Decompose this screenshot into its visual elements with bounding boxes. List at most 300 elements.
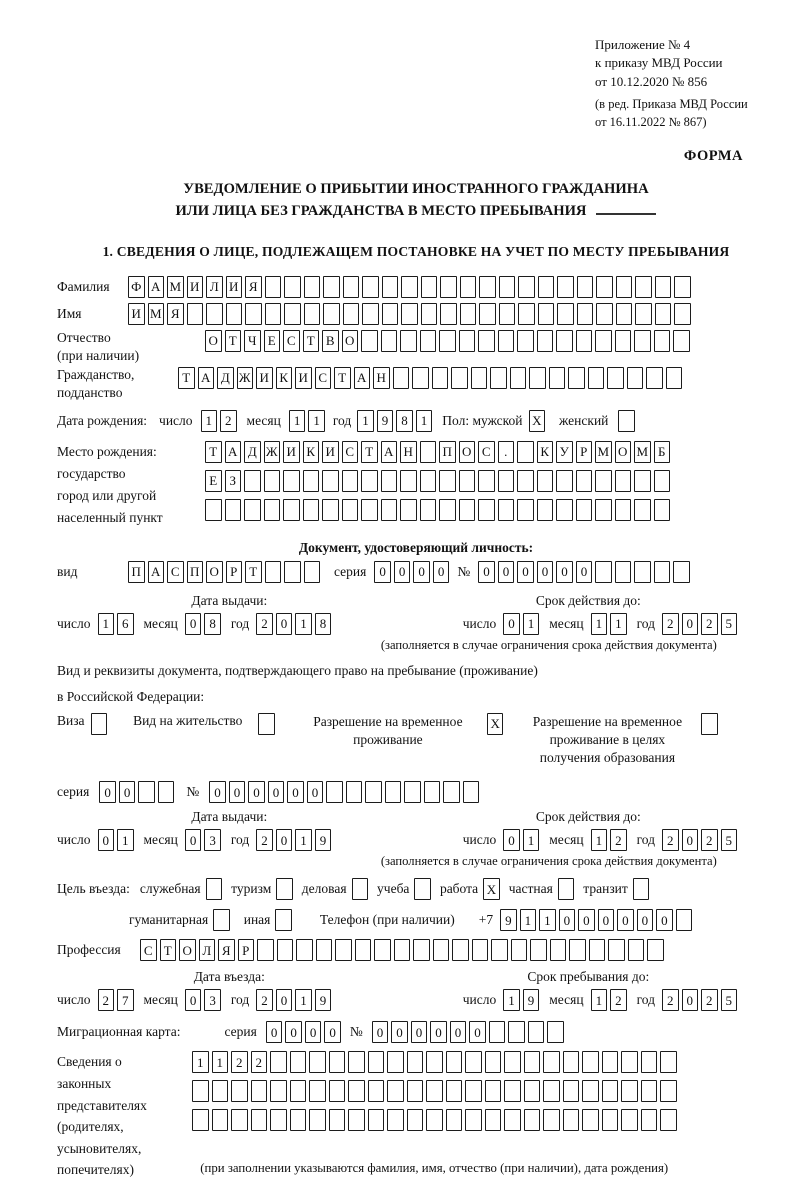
cell[interactable] (615, 470, 632, 492)
cell[interactable]: П (128, 561, 145, 583)
cell[interactable] (283, 470, 300, 492)
cell[interactable] (465, 1109, 482, 1131)
cell[interactable] (504, 1080, 521, 1102)
cell[interactable]: 1 (201, 410, 218, 432)
cell[interactable]: 9 (500, 909, 517, 931)
cell[interactable]: А (225, 441, 242, 463)
residence-valid-month-cells[interactable] (591, 829, 627, 851)
purpose-tourism-checkbox[interactable] (276, 878, 293, 900)
cell[interactable] (490, 367, 507, 389)
cell[interactable]: Ч (244, 330, 261, 352)
cell[interactable] (459, 330, 476, 352)
cell[interactable] (607, 367, 624, 389)
cell[interactable] (465, 1080, 482, 1102)
cell[interactable] (400, 330, 417, 352)
identity-valid-year-cells[interactable] (662, 613, 737, 635)
stay-until-month-cells[interactable] (591, 989, 627, 1011)
birth-place-cells-row2[interactable] (205, 470, 670, 492)
cell[interactable]: 1 (212, 1051, 229, 1073)
residence-number-cells[interactable] (209, 781, 479, 803)
cell[interactable]: 2 (662, 989, 679, 1011)
cell[interactable] (576, 470, 593, 492)
cell[interactable]: О (459, 441, 476, 463)
cell[interactable]: 1 (416, 410, 433, 432)
cell[interactable] (517, 499, 534, 521)
cell[interactable]: 5 (721, 613, 738, 635)
cell[interactable]: 2 (251, 1051, 268, 1073)
cell[interactable] (245, 303, 262, 325)
cell[interactable]: Т (334, 367, 351, 389)
cell[interactable] (537, 330, 554, 352)
cell[interactable] (537, 470, 554, 492)
cell[interactable] (284, 561, 301, 583)
cell[interactable]: 8 (204, 613, 221, 635)
cell[interactable]: 0 (576, 561, 593, 583)
cell[interactable]: 1 (523, 829, 540, 851)
cell[interactable] (382, 303, 399, 325)
cell[interactable] (641, 1051, 658, 1073)
citizenship-cells[interactable] (178, 367, 682, 389)
cell[interactable] (634, 330, 651, 352)
cell[interactable] (401, 276, 418, 298)
cell[interactable]: Т (245, 561, 262, 583)
cell[interactable] (361, 499, 378, 521)
cell[interactable] (485, 1109, 502, 1131)
cell[interactable]: М (148, 303, 165, 325)
cell[interactable] (478, 470, 495, 492)
residence-issue-year-cells[interactable] (256, 829, 331, 851)
cell[interactable] (296, 939, 313, 961)
cell[interactable] (346, 781, 363, 803)
cell[interactable] (258, 713, 275, 735)
cell[interactable] (342, 470, 359, 492)
cell[interactable]: З (225, 470, 242, 492)
cell[interactable] (290, 1051, 307, 1073)
cell[interactable] (374, 939, 391, 961)
cell[interactable] (471, 367, 488, 389)
cell[interactable]: 1 (117, 829, 134, 851)
phone-cells[interactable] (500, 909, 692, 931)
cell[interactable] (524, 1080, 541, 1102)
cell[interactable] (138, 781, 155, 803)
cell[interactable] (304, 276, 321, 298)
cell[interactable]: 0 (119, 781, 136, 803)
identity-issue-month-cells[interactable] (185, 613, 221, 635)
cell[interactable] (478, 499, 495, 521)
cell[interactable] (478, 330, 495, 352)
cell[interactable]: 2 (256, 613, 273, 635)
cell[interactable] (556, 470, 573, 492)
cell[interactable]: 0 (637, 909, 654, 931)
cell[interactable]: Е (264, 330, 281, 352)
cell[interactable]: 1 (295, 613, 312, 635)
cell[interactable] (231, 1080, 248, 1102)
cell[interactable] (498, 330, 515, 352)
cell[interactable] (576, 330, 593, 352)
cell[interactable] (537, 499, 554, 521)
cell[interactable]: 0 (307, 781, 324, 803)
cell[interactable] (621, 1051, 638, 1073)
cell[interactable] (588, 367, 605, 389)
entry-day-cells[interactable] (98, 989, 134, 1011)
cell[interactable]: 1 (591, 989, 608, 1011)
patronymic-cells[interactable] (205, 330, 690, 352)
cell[interactable] (524, 1051, 541, 1073)
cell[interactable]: 0 (556, 561, 573, 583)
cell[interactable] (343, 276, 360, 298)
cell[interactable]: 3 (204, 829, 221, 851)
cell[interactable] (451, 367, 468, 389)
residence-series-cells[interactable] (99, 781, 174, 803)
cell[interactable] (701, 713, 718, 735)
purpose-work-checkbox[interactable] (483, 878, 500, 900)
cell[interactable] (538, 276, 555, 298)
cell[interactable] (382, 276, 399, 298)
cell[interactable] (387, 1051, 404, 1073)
cell[interactable] (556, 330, 573, 352)
purpose-humanitarian-checkbox[interactable] (213, 909, 230, 931)
cell[interactable] (510, 367, 527, 389)
cell[interactable]: 8 (396, 410, 413, 432)
cell[interactable] (407, 1051, 424, 1073)
cell[interactable]: 0 (598, 909, 615, 931)
identity-series-cells[interactable] (374, 561, 449, 583)
cell[interactable]: 0 (503, 829, 520, 851)
purpose-business-checkbox[interactable] (352, 878, 369, 900)
cell[interactable] (400, 470, 417, 492)
cell[interactable]: 2 (662, 613, 679, 635)
cell[interactable]: 0 (478, 561, 495, 583)
cell[interactable] (452, 939, 469, 961)
cell[interactable]: Т (361, 441, 378, 463)
cell[interactable]: К (276, 367, 293, 389)
cell[interactable] (265, 303, 282, 325)
cell[interactable]: Ж (264, 441, 281, 463)
cell[interactable]: М (167, 276, 184, 298)
representatives-cells-row2[interactable] (192, 1080, 677, 1102)
cell[interactable] (412, 367, 429, 389)
cell[interactable]: 2 (701, 613, 718, 635)
cell[interactable] (582, 1051, 599, 1073)
cell[interactable] (368, 1109, 385, 1131)
cell[interactable] (381, 470, 398, 492)
cell[interactable]: 0 (430, 1021, 447, 1043)
cell[interactable] (654, 561, 671, 583)
cell[interactable]: 1 (591, 613, 608, 635)
cell[interactable] (270, 1080, 287, 1102)
cell[interactable] (421, 276, 438, 298)
cell[interactable] (213, 909, 230, 931)
purpose-study-checkbox[interactable] (414, 878, 431, 900)
cell[interactable]: С (315, 367, 332, 389)
cell[interactable]: 0 (285, 1021, 302, 1043)
cell[interactable] (485, 1051, 502, 1073)
cell[interactable] (304, 303, 321, 325)
cell[interactable] (646, 367, 663, 389)
cell[interactable]: В (322, 330, 339, 352)
cell[interactable] (251, 1080, 268, 1102)
cell[interactable] (556, 499, 573, 521)
cell[interactable]: О (206, 561, 223, 583)
cell[interactable]: 8 (315, 613, 332, 635)
cell[interactable] (557, 276, 574, 298)
cell[interactable]: 0 (287, 781, 304, 803)
cell[interactable]: Т (178, 367, 195, 389)
birth-place-cells-row1[interactable] (205, 441, 670, 463)
cell[interactable] (543, 1080, 560, 1102)
cell[interactable] (420, 470, 437, 492)
cell[interactable] (368, 1080, 385, 1102)
cell[interactable] (485, 1080, 502, 1102)
cell[interactable] (524, 1109, 541, 1131)
cell[interactable]: 0 (266, 1021, 283, 1043)
cell[interactable] (660, 1080, 677, 1102)
cell[interactable] (498, 470, 515, 492)
cell[interactable] (323, 276, 340, 298)
cell[interactable]: 0 (617, 909, 634, 931)
representatives-cells-row1[interactable] (192, 1051, 677, 1073)
cell[interactable]: С (167, 561, 184, 583)
cell[interactable]: 2 (701, 829, 718, 851)
cell[interactable] (446, 1051, 463, 1073)
cell[interactable]: 0 (324, 1021, 341, 1043)
cell[interactable]: 9 (377, 410, 394, 432)
cell[interactable] (439, 330, 456, 352)
identity-valid-month-cells[interactable] (591, 613, 627, 635)
cell[interactable] (569, 939, 586, 961)
cell[interactable] (459, 499, 476, 521)
cell[interactable] (326, 781, 343, 803)
cell[interactable]: Я (167, 303, 184, 325)
cell[interactable]: 0 (99, 781, 116, 803)
cell[interactable]: С (342, 441, 359, 463)
cell[interactable] (660, 1109, 677, 1131)
cell[interactable]: 6 (117, 613, 134, 635)
cell[interactable]: Л (199, 939, 216, 961)
identity-kind-cells[interactable] (128, 561, 320, 583)
cell[interactable]: 5 (721, 989, 738, 1011)
representatives-cells-row3[interactable] (192, 1109, 677, 1131)
cell[interactable] (426, 1051, 443, 1073)
cell[interactable] (602, 1080, 619, 1102)
cell[interactable] (654, 470, 671, 492)
cell[interactable] (459, 470, 476, 492)
cell[interactable] (563, 1051, 580, 1073)
cell[interactable]: 0 (656, 909, 673, 931)
cell[interactable] (498, 499, 515, 521)
cell[interactable] (595, 330, 612, 352)
cell[interactable]: 2 (256, 829, 273, 851)
cell[interactable] (304, 561, 321, 583)
cell[interactable]: Т (205, 441, 222, 463)
cell[interactable] (323, 303, 340, 325)
cell[interactable] (192, 1109, 209, 1131)
cell[interactable]: 0 (517, 561, 534, 583)
cell[interactable] (635, 303, 652, 325)
cell[interactable] (420, 499, 437, 521)
cell[interactable]: У (556, 441, 573, 463)
cell[interactable] (303, 470, 320, 492)
cell[interactable] (404, 781, 421, 803)
cell[interactable]: О (615, 441, 632, 463)
cell[interactable] (633, 878, 650, 900)
cell[interactable] (511, 939, 528, 961)
cell[interactable]: М (595, 441, 612, 463)
stay-until-day-cells[interactable] (503, 989, 539, 1011)
cell[interactable]: И (128, 303, 145, 325)
cell[interactable]: Р (226, 561, 243, 583)
cell[interactable] (615, 561, 632, 583)
cell[interactable] (394, 939, 411, 961)
cell[interactable]: А (354, 367, 371, 389)
cell[interactable]: Т (160, 939, 177, 961)
cell[interactable] (400, 499, 417, 521)
cell[interactable] (329, 1051, 346, 1073)
cell[interactable]: И (256, 367, 273, 389)
cell[interactable] (479, 276, 496, 298)
cell[interactable] (499, 303, 516, 325)
cell[interactable]: 2 (610, 989, 627, 1011)
cell[interactable]: 0 (682, 829, 699, 851)
cell[interactable] (187, 303, 204, 325)
cell[interactable]: П (187, 561, 204, 583)
residence-valid-day-cells[interactable] (503, 829, 539, 851)
cell[interactable]: Р (238, 939, 255, 961)
cell[interactable] (316, 939, 333, 961)
cell[interactable] (401, 303, 418, 325)
cell[interactable]: 2 (701, 989, 718, 1011)
identity-number-cells[interactable] (478, 561, 690, 583)
cell[interactable] (460, 276, 477, 298)
cell[interactable]: 2 (662, 829, 679, 851)
cell[interactable] (608, 939, 625, 961)
cell[interactable] (407, 1109, 424, 1131)
cell[interactable]: И (283, 441, 300, 463)
cell[interactable] (517, 441, 534, 463)
cell[interactable] (361, 330, 378, 352)
cell[interactable]: 1 (591, 829, 608, 851)
cell[interactable] (634, 499, 651, 521)
cell[interactable]: Д (244, 441, 261, 463)
cell[interactable]: Т (303, 330, 320, 352)
cell[interactable]: Ф (128, 276, 145, 298)
cell[interactable] (595, 470, 612, 492)
cell[interactable]: 9 (523, 989, 540, 1011)
cell[interactable]: И (295, 367, 312, 389)
cell[interactable]: Е (205, 470, 222, 492)
residence-issue-month-cells[interactable] (185, 829, 221, 851)
cell[interactable] (355, 939, 372, 961)
cell[interactable]: 0 (411, 1021, 428, 1043)
cell[interactable] (251, 1109, 268, 1131)
entry-month-cells[interactable] (185, 989, 221, 1011)
cell[interactable] (518, 303, 535, 325)
cell[interactable]: Я (218, 939, 235, 961)
cell[interactable] (558, 878, 575, 900)
cell[interactable]: 5 (721, 829, 738, 851)
cell[interactable] (446, 1109, 463, 1131)
cell[interactable] (440, 303, 457, 325)
cell[interactable] (385, 781, 402, 803)
cell[interactable] (641, 1109, 658, 1131)
cell[interactable] (504, 1109, 521, 1131)
cell[interactable] (563, 1080, 580, 1102)
cell[interactable]: 1 (610, 613, 627, 635)
cell[interactable] (421, 303, 438, 325)
cell[interactable]: Б (654, 441, 671, 463)
cell[interactable]: 0 (229, 781, 246, 803)
cell[interactable] (517, 470, 534, 492)
surname-cells[interactable] (128, 276, 691, 298)
cell[interactable] (352, 878, 369, 900)
cell[interactable] (225, 499, 242, 521)
cell[interactable] (270, 1109, 287, 1131)
birth-month-cells[interactable] (289, 410, 325, 432)
cell[interactable] (472, 939, 489, 961)
cell[interactable]: 3 (204, 989, 221, 1011)
residence-issue-day-cells[interactable] (98, 829, 134, 851)
cell[interactable] (673, 330, 690, 352)
cell[interactable] (264, 470, 281, 492)
cell[interactable] (499, 276, 516, 298)
cell[interactable] (654, 499, 671, 521)
cell[interactable] (426, 1109, 443, 1131)
cell[interactable] (426, 1080, 443, 1102)
cell[interactable]: И (187, 276, 204, 298)
cell[interactable]: 0 (185, 989, 202, 1011)
cell[interactable] (244, 470, 261, 492)
edu-permit-checkbox[interactable] (701, 713, 718, 735)
cell[interactable] (231, 1109, 248, 1131)
cell[interactable]: . (498, 441, 515, 463)
cell[interactable] (615, 330, 632, 352)
birth-year-cells[interactable] (357, 410, 432, 432)
cell[interactable]: 0 (413, 561, 430, 583)
cell[interactable]: А (198, 367, 215, 389)
cell[interactable]: 0 (450, 1021, 467, 1043)
cell[interactable] (628, 939, 645, 961)
cell[interactable] (460, 303, 477, 325)
cell[interactable]: С (283, 330, 300, 352)
migration-number-cells[interactable] (372, 1021, 564, 1043)
cell[interactable]: 1 (503, 989, 520, 1011)
cell[interactable]: 0 (185, 613, 202, 635)
cell[interactable]: 1 (523, 613, 540, 635)
cell[interactable] (226, 303, 243, 325)
cell[interactable]: 0 (98, 829, 115, 851)
cell[interactable]: И (322, 441, 339, 463)
temp-permit-checkbox[interactable] (487, 713, 504, 735)
cell[interactable]: 9 (315, 989, 332, 1011)
profession-cells[interactable] (140, 939, 664, 961)
cell[interactable]: Д (217, 367, 234, 389)
cell[interactable] (290, 1080, 307, 1102)
cell[interactable] (547, 1021, 564, 1043)
cell[interactable] (557, 303, 574, 325)
cell[interactable]: С (478, 441, 495, 463)
identity-issue-day-cells[interactable] (98, 613, 134, 635)
identity-valid-day-cells[interactable] (503, 613, 539, 635)
cell[interactable] (543, 1051, 560, 1073)
cell[interactable] (618, 410, 635, 432)
cell[interactable]: 0 (433, 561, 450, 583)
cell[interactable]: 0 (469, 1021, 486, 1043)
residence-valid-year-cells[interactable] (662, 829, 737, 851)
cell[interactable]: 0 (503, 613, 520, 635)
cell[interactable] (348, 1080, 365, 1102)
cell[interactable]: X (487, 713, 504, 735)
cell[interactable] (446, 1080, 463, 1102)
